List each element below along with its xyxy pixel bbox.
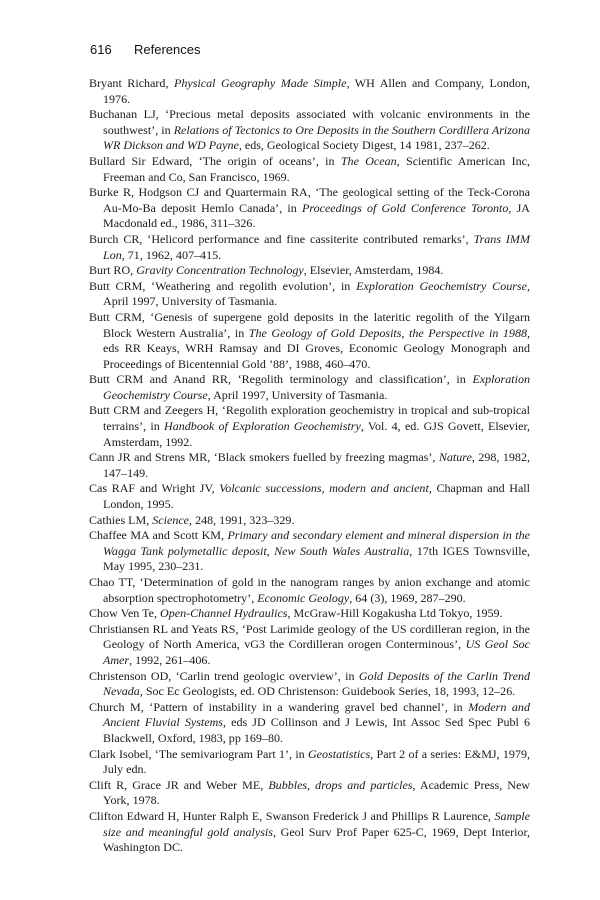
reference-entry bbox=[89, 185, 530, 232]
reference-text: , JA Macdonald ed., 1986, 311–326. bbox=[103, 200, 530, 231]
reference-entry bbox=[89, 154, 530, 185]
reference-text: Clark Isobel, ‘The semivariogram Part 1’, in bbox=[89, 746, 308, 761]
reference-entry bbox=[89, 669, 530, 700]
reference-entry bbox=[89, 310, 530, 372]
reference-entry bbox=[89, 622, 530, 669]
reference-title-italic: Gravity Concentration Technology bbox=[136, 263, 304, 278]
reference-text: , April 1997, University of Tasmania. bbox=[103, 278, 530, 309]
reference-text: Butt CRM and Zeegers H, ‘Regolith exploration geochemistry in tropical and sub-tropical terrains’, in bbox=[89, 403, 530, 434]
reference-text: Clift R, Grace JR and Weber ME, bbox=[89, 777, 269, 792]
reference-title-italic: Exploration Geochemistry Course bbox=[356, 278, 527, 293]
reference-text: , eds JD Collinson and J Lewis, Int Assoc Sed Spec Publ 6 Blackwell, Oxford, 1983, pp 169–80. bbox=[103, 715, 530, 745]
reference-entry bbox=[89, 513, 530, 529]
reference-title-italic: The Ocean bbox=[340, 153, 397, 168]
section-title: References bbox=[134, 42, 201, 57]
reference-list bbox=[89, 76, 530, 856]
reference-text: , eds RR Keays, WRH Ramsay and DI Groves, Economic Geology Monograph and Proceedings of Bicentennial Gold ’88’, 1988, 460–470. bbox=[103, 325, 530, 371]
reference-title-italic: Open-Channel Hydraulics bbox=[160, 606, 288, 621]
reference-text: Christenson OD, ‘Carlin trend geologic overview’, in bbox=[89, 668, 359, 683]
reference-entry bbox=[89, 263, 530, 279]
reference-entry bbox=[89, 403, 530, 450]
reference-text: , 298, 1982, 147–149. bbox=[103, 450, 530, 480]
reference-title-italic: Economic Geology bbox=[257, 590, 350, 605]
reference-entry bbox=[89, 450, 530, 481]
reference-text: , Chapman and Hall London, 1995. bbox=[103, 481, 530, 512]
reference-entry bbox=[89, 778, 530, 809]
reference-text: Butt CRM, ‘Weathering and regolith evolution’, in bbox=[89, 278, 357, 293]
reference-text: , Soc Ec Geologists, ed. OD Christenson: Guidebook Series, 18, 1993, 12–26. bbox=[139, 684, 516, 699]
reference-title-italic: US Geol Soc Amer bbox=[103, 637, 530, 667]
reference-text: , Vol. 4, ed. GJS Govett, Elsevier, Amsterdam, 1992. bbox=[103, 419, 530, 449]
reference-text: Cas RAF and Wright JV, bbox=[89, 481, 220, 496]
reference-text: , 248, 1991, 323–329. bbox=[189, 512, 295, 527]
reference-text: , Geol Surv Prof Paper 625-C, 1969, Dept Interior, Washington DC. bbox=[103, 824, 530, 855]
reference-entry bbox=[89, 481, 530, 512]
reference-title-italic: Sample size and meaningful gold analysis bbox=[103, 808, 530, 839]
reference-text: Clifton Edward H, Hunter Ralph E, Swanson Frederick J and Phillips R Laurence, bbox=[89, 808, 495, 823]
reference-text: , 17th IGES Townsville, May 1995, 230–231. bbox=[103, 543, 530, 574]
reference-title-italic: Trans IMM Lon bbox=[103, 231, 530, 262]
reference-text: Cann JR and Strens MR, ‘Black smokers fuelled by freezing magmas’, bbox=[89, 450, 439, 465]
reference-text: Butt CRM and Anand RR, ‘Regolith terminology and classification’, in bbox=[89, 372, 473, 387]
reference-text: Burt RO, bbox=[89, 263, 137, 278]
reference-text: , McGraw-Hill Kogakusha Ltd Tokyo, 1959. bbox=[287, 606, 503, 621]
reference-text: Buchanan LJ, ‘Precious metal deposits associated with volcanic environments in the southwest’, in bbox=[89, 107, 530, 137]
reference-text: , WH Allen and Company, London, 1976. bbox=[103, 76, 530, 106]
reference-title-italic: Science bbox=[152, 512, 190, 527]
reference-text: Bullard Sir Edward, ‘The origin of oceans’, in bbox=[89, 153, 341, 168]
reference-text: Burch CR, ‘Helicord performance and fine cassiterite contributed remarks’, bbox=[89, 231, 474, 246]
reference-title-italic: Physical Geography Made Simple bbox=[173, 76, 347, 90]
reference-title-italic: Primary and secondary element and mineral dispersion in the Wagga Tank polymetallic deposit, New South Wales Australia bbox=[103, 528, 530, 558]
reference-entry bbox=[89, 76, 530, 107]
reference-entry bbox=[89, 809, 530, 856]
reference-title-italic: Handbook of Exploration Geochemistry bbox=[164, 419, 361, 434]
reference-text: , Part 2 of a series: E&MJ, 1979, July edn. bbox=[103, 746, 530, 777]
reference-entry bbox=[89, 528, 530, 575]
reference-title-italic: Proceedings of Gold Conference Toronto bbox=[301, 200, 509, 215]
reference-text: , Scientific American Inc, Freeman and Co, San Francisco, 1969. bbox=[103, 153, 530, 184]
reference-text: , April 1997, University of Tasmania. bbox=[207, 387, 388, 402]
reference-title-italic: Gold Deposits of the Carlin Trend Nevada bbox=[103, 668, 530, 699]
page-number: 616 bbox=[90, 42, 112, 57]
reference-entry bbox=[89, 279, 530, 310]
reference-entry bbox=[89, 575, 530, 606]
reference-title-italic: The Geology of Gold Deposits, the Perspective in 1988 bbox=[248, 325, 527, 340]
reference-title-italic: Nature bbox=[438, 450, 472, 465]
reference-title-italic: Relations of Tectonics to Ore Deposits in the Southern Cordillera Arizona WR Dickson and WD Payne bbox=[103, 122, 530, 153]
reference-entry bbox=[89, 232, 530, 263]
reference-text: Chaffee MA and Scott KM, bbox=[89, 528, 228, 543]
reference-entry bbox=[89, 606, 530, 622]
reference-title-italic: Exploration Geochemistry Course bbox=[103, 372, 530, 402]
reference-title-italic: Modern and Ancient Fluvial Systems bbox=[103, 699, 530, 730]
reference-text: Butt CRM, ‘Genesis of supergene gold deposits in the lateritic regolith of the Yilgarn Block Western Australia’, in bbox=[89, 309, 530, 340]
reference-text: , 71, 1962, 407–415. bbox=[121, 247, 222, 262]
reference-text: Christiansen RL and Yeats RS, ‘Post Larimide geology of the US cordilleran region, in the Geology of North America, vG3 the Cordilleran orogen Conterminous’, bbox=[89, 621, 530, 652]
reference-text: Chow Ven Te, bbox=[89, 606, 160, 621]
reference-text: Burke R, Hodgson CJ and Quartermain RA, ‘The geological setting of the Teck-Corona Au-Mo-Ba deposit Hemlo Canada’, in bbox=[89, 185, 530, 215]
reference-entry bbox=[89, 700, 530, 747]
reference-text: Chao TT, ‘Determination of gold in the nanogram ranges by anion exchange and atomic absorption spectrophotometry’, bbox=[89, 575, 530, 605]
reference-text: Cathies LM, bbox=[89, 512, 153, 527]
reference-text: , 64 (3), 1969, 287–290. bbox=[349, 590, 466, 605]
reference-text: , Elsevier, Amsterdam, 1984. bbox=[303, 263, 444, 278]
running-header bbox=[90, 42, 200, 57]
reference-title-italic: Geostatistics bbox=[307, 746, 371, 761]
reference-entry bbox=[89, 372, 530, 403]
reference-text: , 1992, 261–406. bbox=[129, 652, 211, 667]
reference-title-italic: Bubbles, drops and particles bbox=[268, 777, 413, 792]
reference-text: , Academic Press, New York, 1978. bbox=[103, 777, 530, 808]
reference-title-italic: Volcanic successions, modern and ancient bbox=[219, 481, 429, 496]
reference-entry bbox=[89, 107, 530, 154]
reference-text: Church M, ‘Pattern of instability in a wandering gravel bed channel’, in bbox=[89, 699, 469, 714]
reference-text: , eds, Geological Society Digest, 14 1981, 237–262. bbox=[238, 138, 490, 153]
reference-entry bbox=[89, 747, 530, 778]
reference-text: Bryant Richard, bbox=[89, 76, 174, 90]
